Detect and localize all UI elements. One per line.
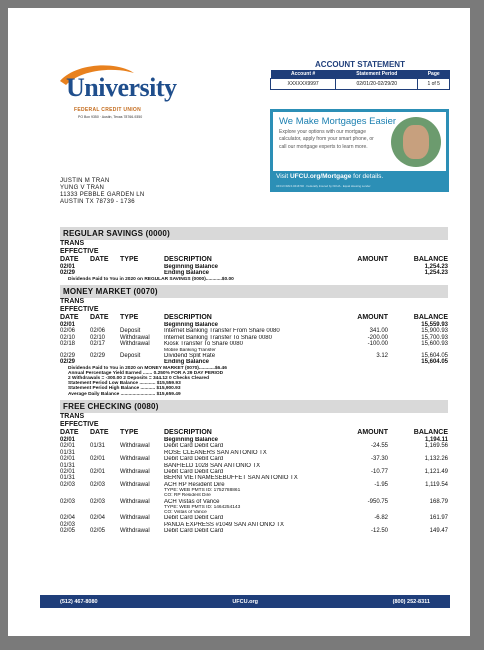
mortgage-promo-banner[interactable]: [270, 109, 449, 192]
trans-description: Dividend Split Rate: [164, 352, 216, 359]
money-market-section: [60, 285, 448, 397]
trans-amount: -100.00: [367, 341, 388, 348]
promo-photo: [391, 117, 441, 167]
column-header-row-3: [60, 256, 448, 264]
trans-amount: 341.00: [369, 328, 388, 335]
amount-header: AMOUNT: [357, 428, 388, 436]
promo-body: [273, 112, 446, 171]
statement-title: ACCOUNT STATEMENT: [315, 60, 405, 69]
effective-date: [90, 359, 120, 365]
trans-date: 02/03: [60, 481, 76, 488]
trans-date: 02/29: [60, 270, 76, 277]
promo-link-suffix: for details.: [351, 173, 384, 180]
trans-amount: -6.82: [374, 515, 388, 522]
effective-date: 01/31: [90, 443, 106, 450]
summary-note: Statement Period Low Balance ............ $15,559.93: [68, 381, 181, 387]
trans-date: 02/04: [60, 515, 76, 522]
section-header: MONEY MARKET (0070): [60, 285, 448, 298]
column-header-row-2: [60, 306, 448, 314]
balance-header: BALANCE: [413, 314, 448, 322]
trans-date: 02/01: [60, 264, 76, 270]
transaction-row: [60, 359, 448, 365]
trans-date: 01/31: [60, 475, 76, 482]
trans-date: 02/29: [60, 359, 76, 366]
trans-description: Debit Card Debit Card: [164, 528, 224, 535]
account-number: XXXXXX9997: [271, 79, 336, 90]
footer-toll-free-phone: (800) 252-8311: [392, 598, 430, 605]
trans-balance: 168.79: [429, 498, 448, 505]
trans-description: BANFIELD 1028 SAN ANTONIO TX: [164, 462, 261, 469]
date-header: DATE: [60, 428, 79, 436]
trans-description: Debit Card Debit Card: [164, 456, 224, 463]
member-city: AUSTIN TX 78739 - 1736: [60, 198, 135, 205]
summary-note: Annual Percentage Yield Earned ....... 0.250% FOR A 29 DAY PERIOD: [68, 370, 224, 376]
trans-date: 02/03: [60, 498, 76, 505]
statement-info-table: [270, 70, 450, 90]
trans-description: Ending Balance: [164, 359, 210, 366]
trans-amount: [344, 270, 388, 276]
trans-amount: -1.95: [374, 481, 388, 488]
logo-subtitle: FEDERAL CREDIT UNION: [74, 107, 142, 113]
trans-type: Withdrawal: [120, 334, 150, 341]
trans-type: Withdrawal: [120, 528, 150, 535]
trans-type: Deposit: [120, 328, 141, 335]
trans-description: Debit Card Debit Card: [164, 515, 224, 522]
trans-balance: 161.97: [429, 515, 448, 522]
section-header: FREE CHECKING (0080): [60, 400, 448, 413]
trans-amount: -24.55: [370, 443, 388, 450]
trans-description: Internet Banking Transfer To Share 0080: [164, 334, 272, 341]
balance-header: BALANCE: [413, 428, 448, 436]
column-header-row-3: [60, 314, 448, 322]
trans-description: Internet Banking Transfer From Share 0080: [164, 328, 280, 335]
effective-date: [90, 270, 120, 276]
effective-date: 02/06: [90, 328, 106, 335]
trans-balance: 1,254.23: [424, 264, 448, 270]
trans-date: 01/31: [60, 449, 76, 456]
effective-date: 02/04: [90, 515, 106, 522]
trans-description: CO: Vistas of Vance: [164, 510, 207, 516]
trans-balance: 15,600.93: [421, 341, 448, 348]
effective-date: 02/17: [90, 341, 106, 348]
date-header: DATE: [60, 314, 79, 322]
trans-date: 02/18: [60, 341, 76, 348]
account-header: Account #: [271, 70, 336, 79]
summary-note: Dividends Paid to You in 2020 on MONEY MARKET (0070)............$6.46: [68, 365, 227, 371]
logo-address: PO Box 9350 · Austin, Texas 78766-9350: [78, 115, 143, 119]
trans-balance: 1,132.26: [424, 456, 448, 463]
trans-description: Debit Card Debit Card: [164, 443, 224, 450]
promo-title: We Make Mortgages Easier: [279, 116, 397, 127]
trans-date: 02/06: [60, 328, 76, 335]
logo-wordmark: University: [66, 73, 177, 102]
trans-type: Withdrawal: [120, 498, 150, 505]
effective-label: EFFECTIVE: [60, 248, 99, 255]
type-header: TYPE: [120, 428, 139, 436]
trans-balance: 1,119.54: [425, 481, 448, 488]
trans-balance: 1,254.23: [424, 270, 448, 277]
promo-text: Explore your options with our mortgage calculator, apply from your smart phone, or call our mortgage experts to learn more.: [279, 129, 374, 150]
effective-date: 02/03: [90, 498, 106, 505]
trans-date: 02/01: [60, 456, 76, 463]
effective-date-header: DATE: [90, 314, 109, 322]
trans-date: 01/31: [60, 462, 76, 469]
trans-balance: 15,604.05: [421, 359, 448, 366]
summary-note: Average Daily Balance .......................... $15,659.49: [68, 391, 181, 397]
trans-date: 02/29: [60, 352, 76, 359]
trans-date: 02/01: [60, 322, 76, 329]
column-header-row-1: [60, 413, 448, 421]
summary-note: 2 Withdrawals = -300.00 2 Deposits = 344.12 0 Checks Cleared: [68, 376, 210, 382]
footer-website[interactable]: UFCU.org: [232, 598, 258, 605]
transaction-row: [60, 270, 448, 276]
effective-date: 02/01: [90, 456, 106, 463]
trans-balance: 1,194.11: [424, 436, 448, 443]
trans-balance: 1,169.56: [424, 443, 448, 450]
checking-section: [60, 400, 448, 535]
trans-balance: 15,604.05: [421, 352, 448, 359]
statement-period: 02/01/20-02/29/20: [336, 79, 418, 90]
statement-content: [60, 224, 448, 535]
description-header: DESCRIPTION: [164, 428, 212, 436]
effective-date: 02/10: [90, 334, 106, 341]
type-header: TYPE: [120, 314, 139, 322]
trans-type: [120, 270, 164, 276]
trans-description: Beginning Balance: [164, 264, 219, 270]
trans-label: TRANS: [60, 412, 85, 420]
trans-description: Kiosk Transfer To Share 0080: [164, 341, 243, 348]
trans-date: 02/03: [60, 521, 76, 528]
column-header-row-1: [60, 298, 448, 306]
trans-description: ACH RP Resident Dire: [164, 481, 225, 488]
date-header: DATE: [60, 256, 79, 263]
summary-note: Statement Period High Balance ........... $15,900.93: [68, 386, 181, 392]
trans-description: PANDA EXPRESS #1049 SAN ANTONIO TX: [164, 521, 285, 528]
trans-amount: -10.77: [370, 468, 388, 475]
promo-link-url: UFCU.org/Mortgage: [289, 173, 352, 180]
footer-local-phone: (512) 467-8080: [60, 598, 98, 605]
trans-type: Withdrawal: [120, 443, 150, 450]
page-header: Page: [418, 70, 450, 79]
section-header: REGULAR SAVINGS (0000): [60, 227, 448, 240]
statement-footer: [40, 595, 450, 608]
amount-header: AMOUNT: [357, 314, 388, 322]
effective-date-header: DATE: [90, 256, 109, 263]
trans-type: Withdrawal: [120, 456, 150, 463]
credit-union-logo: [56, 63, 176, 133]
trans-balance: 15,559.93: [421, 322, 448, 329]
trans-date: 02/10: [60, 334, 76, 341]
effective-date: 02/01: [90, 468, 106, 475]
effective-date-header: DATE: [90, 428, 109, 436]
trans-amount: [344, 359, 388, 365]
trans-description: Debit Card Debit Card: [164, 468, 224, 475]
effective-date: 02/29: [90, 352, 106, 359]
trans-type: Withdrawal: [120, 515, 150, 522]
trans-amount: -200.00: [367, 334, 388, 341]
type-header: TYPE: [120, 256, 139, 263]
trans-amount: -37.30: [370, 456, 388, 463]
member-name-2: YUNG V TRAN: [60, 184, 105, 191]
effective-date: 02/03: [90, 481, 106, 488]
column-header-row-3: [60, 429, 448, 437]
trans-label: TRANS: [60, 298, 85, 306]
description-header: DESCRIPTION: [164, 314, 212, 322]
trans-description: CO: RP Resident Dire: [164, 493, 211, 499]
promo-link-prefix: Visit: [276, 173, 290, 180]
column-header-row-2: [60, 248, 448, 256]
trans-type: Withdrawal: [120, 341, 150, 348]
trans-type: Withdrawal: [120, 468, 150, 475]
promo-link[interactable]: [276, 173, 383, 180]
trans-description: Mobile Banking Transfer: [164, 347, 216, 353]
page-number: 1 of 5: [418, 79, 450, 90]
trans-description: Ending Balance: [164, 270, 210, 277]
transaction-row: [60, 528, 448, 534]
trans-type: Withdrawal: [120, 481, 150, 488]
description-header: DESCRIPTION: [164, 256, 212, 263]
effective-label: EFFECTIVE: [60, 306, 99, 314]
trans-balance: 1,121.49: [424, 468, 448, 475]
member-street: 11333 PEBBLE GARDEN LN: [60, 191, 145, 198]
trans-amount: -950.75: [367, 498, 388, 505]
trans-amount: -12.50: [370, 528, 388, 535]
effective-label: EFFECTIVE: [60, 420, 99, 428]
member-address: [60, 178, 145, 206]
dividend-note: Dividends Paid to You in 2020 on REGULAR SAVINGS (0000)............$0.00: [68, 276, 234, 282]
promo-fine-print: UFCU NMLS #416746 · Federally Insured by NCUA · Equal Housing Lender: [276, 184, 371, 188]
effective-date: 02/05: [90, 528, 106, 535]
savings-section: [60, 227, 448, 282]
statement-page: [8, 8, 470, 636]
trans-balance: 15,700.93: [421, 334, 448, 341]
column-header-row-1: [60, 240, 448, 248]
trans-description: Beginning Balance: [164, 436, 219, 443]
trans-date: 02/01: [60, 468, 76, 475]
trans-description: ACH Vistas of Vance: [164, 498, 220, 505]
trans-date: 02/01: [60, 443, 76, 450]
account-statement-box: [270, 60, 450, 90]
trans-description: ROSE CLEANERS SAN ANTONIO TX: [164, 449, 267, 456]
trans-type: [120, 359, 164, 365]
trans-description: TYPE: WEB PMTS ID: 1752788861: [164, 488, 241, 494]
member-name-1: JUSTIN M TRAN: [60, 178, 110, 184]
trans-type: Deposit: [120, 352, 141, 359]
trans-description: Beginning Balance: [164, 322, 219, 329]
trans-label: TRANS: [60, 240, 85, 247]
trans-balance: 15,900.93: [421, 328, 448, 335]
column-header-row-2: [60, 421, 448, 429]
period-header: Statement Period: [336, 70, 418, 79]
trans-description: BERNI VIETNAMESEBUFFET SAN ANTONIO TX: [164, 475, 298, 482]
trans-description: TYPE: WEB PMTS ID: 1464254143: [164, 504, 241, 510]
amount-header: AMOUNT: [357, 256, 388, 263]
trans-balance: 149.47: [429, 528, 448, 535]
trans-amount: 3.12: [376, 352, 388, 359]
balance-header: BALANCE: [413, 256, 448, 263]
trans-date: 02/01: [60, 436, 76, 443]
trans-date: 02/05: [60, 528, 76, 535]
